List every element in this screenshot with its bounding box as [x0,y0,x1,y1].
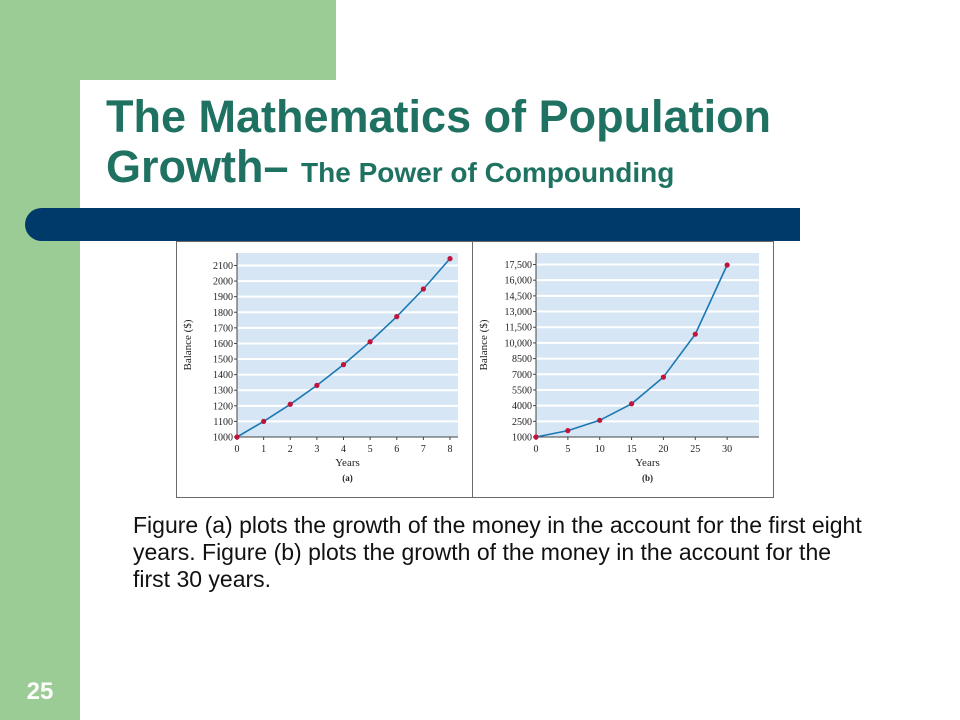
y-tick-label: 1600 [213,338,233,350]
y-tick-label: 1200 [213,401,233,413]
data-point [368,339,373,344]
y-tick-label: 2500 [512,416,532,428]
data-point [725,262,730,267]
x-tick-label: 30 [722,444,733,455]
y-tick-label: 4000 [512,401,532,413]
y-tick-label: 10,000 [504,338,532,350]
slide-number: 25 [26,678,54,705]
data-point [447,256,452,261]
x-tick-label: 25 [690,444,701,455]
x-tick-label: 2 [287,444,293,455]
x-tick-label: 0 [234,444,240,455]
x-tick-label: 8 [447,444,453,455]
y-tick-label: 7000 [512,369,532,381]
y-tick-label: 1700 [213,323,233,335]
x-tick-label: 10 [594,444,605,455]
y-tick-label: 17,500 [504,260,532,271]
y-tick-label: 13,000 [504,307,532,319]
x-tick-label: 7 [420,444,426,455]
x-tick-label: 6 [394,444,400,455]
panel-label: (b) [642,473,653,483]
green-top-band [80,0,336,80]
title-underline-bar [25,208,800,241]
y-tick-label: 11,500 [504,322,532,334]
panel-label: (a) [342,473,353,483]
y-tick-label: 1800 [213,307,233,319]
green-side-band [0,0,80,720]
x-axis-label: Years [635,457,660,469]
figure-caption: Figure (a) plots the growth of the money in the account for the first eight years. Figure (b) plots the growth of the money in the account for the first 30 years. [133,512,862,592]
data-point [234,434,239,439]
y-tick-label: 2100 [213,260,233,272]
y-tick-label: 1000 [213,432,233,444]
y-tick-label: 2000 [213,276,233,288]
y-tick-label: 1400 [213,370,233,382]
x-tick-label: 0 [533,444,539,455]
data-point [693,332,698,337]
x-tick-label: 4 [341,444,347,455]
y-tick-label: 8500 [512,354,532,366]
y-tick-label: 14,500 [504,291,532,303]
data-point [288,402,293,407]
y-tick-label: 5500 [512,385,532,397]
y-axis-label: Balance ($) [182,319,194,371]
data-point [661,375,666,380]
x-tick-label: 3 [314,444,320,455]
slide-title-sub: The Power of Compounding [301,157,675,188]
slide-title [106,92,886,198]
y-axis-label: Balance ($) [478,319,490,371]
slide-title-main: The Mathematics of Population Growth– [106,91,772,192]
chart-a [177,241,472,498]
x-axis-label: Years [335,457,360,469]
data-point [629,401,634,406]
y-tick-label: 1500 [213,354,233,366]
data-point [421,286,426,291]
data-point [597,418,602,423]
data-point [261,419,266,424]
x-tick-label: 20 [658,444,669,455]
y-tick-label: 1100 [213,416,233,428]
x-tick-label: 5 [565,444,571,455]
chart-b [473,241,773,498]
y-tick-label: 1900 [213,292,233,304]
y-tick-label: 1000 [512,432,532,444]
data-point [533,434,538,439]
x-tick-label: 5 [367,444,373,455]
data-point [394,314,399,319]
y-tick-label: 16,000 [504,275,532,287]
x-tick-label: 1 [261,444,267,455]
y-tick-label: 1300 [213,385,233,397]
data-point [565,428,570,433]
x-tick-label: 15 [626,444,637,455]
data-point [341,362,346,367]
data-point [314,383,319,388]
